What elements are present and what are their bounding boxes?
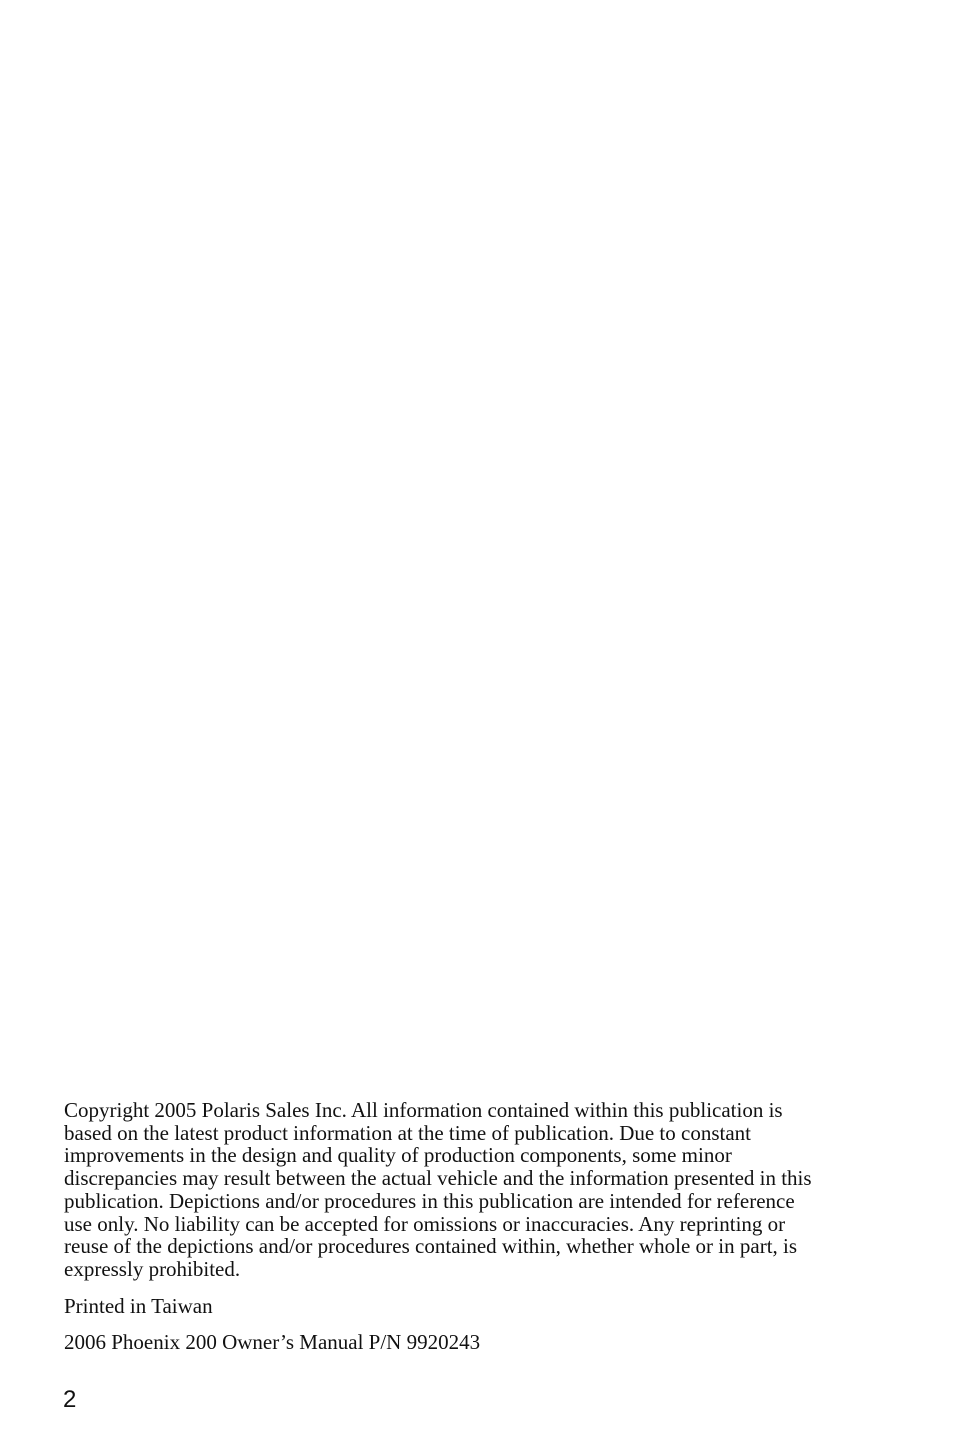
copyright-line: Copyright 2005 Polaris Sales Inc. All information contained within this publication is: [64, 1098, 783, 1122]
copyright-line: reuse of the depictions and/or procedures contained within, whether whole or in part, is: [64, 1234, 798, 1259]
copyright-line: based on the latest product information at the time of publication. Due to constant: [64, 1120, 751, 1145]
copyright-line: expressly prohibited.: [64, 1256, 241, 1281]
printed-in-note: Printed in Taiwan: [64, 1294, 213, 1318]
copyright-line: publication. Depictions and/or procedures in this publication are intended for reference: [64, 1188, 795, 1213]
copyright-line: improvements in the design and quality of production components, some minor: [64, 1143, 732, 1168]
manual-part-number: 2006 Phoenix 200 Owner’s Manual P/N 9920243: [64, 1330, 481, 1354]
copyright-notice: [64, 1099, 864, 1281]
copyright-line: use only. No liability can be accepted for omissions or inaccuracies. Any reprinting or: [64, 1211, 786, 1236]
page-number: 2: [63, 1386, 77, 1413]
copyright-line: discrepancies may result between the actual vehicle and the information presented in this: [64, 1166, 812, 1191]
